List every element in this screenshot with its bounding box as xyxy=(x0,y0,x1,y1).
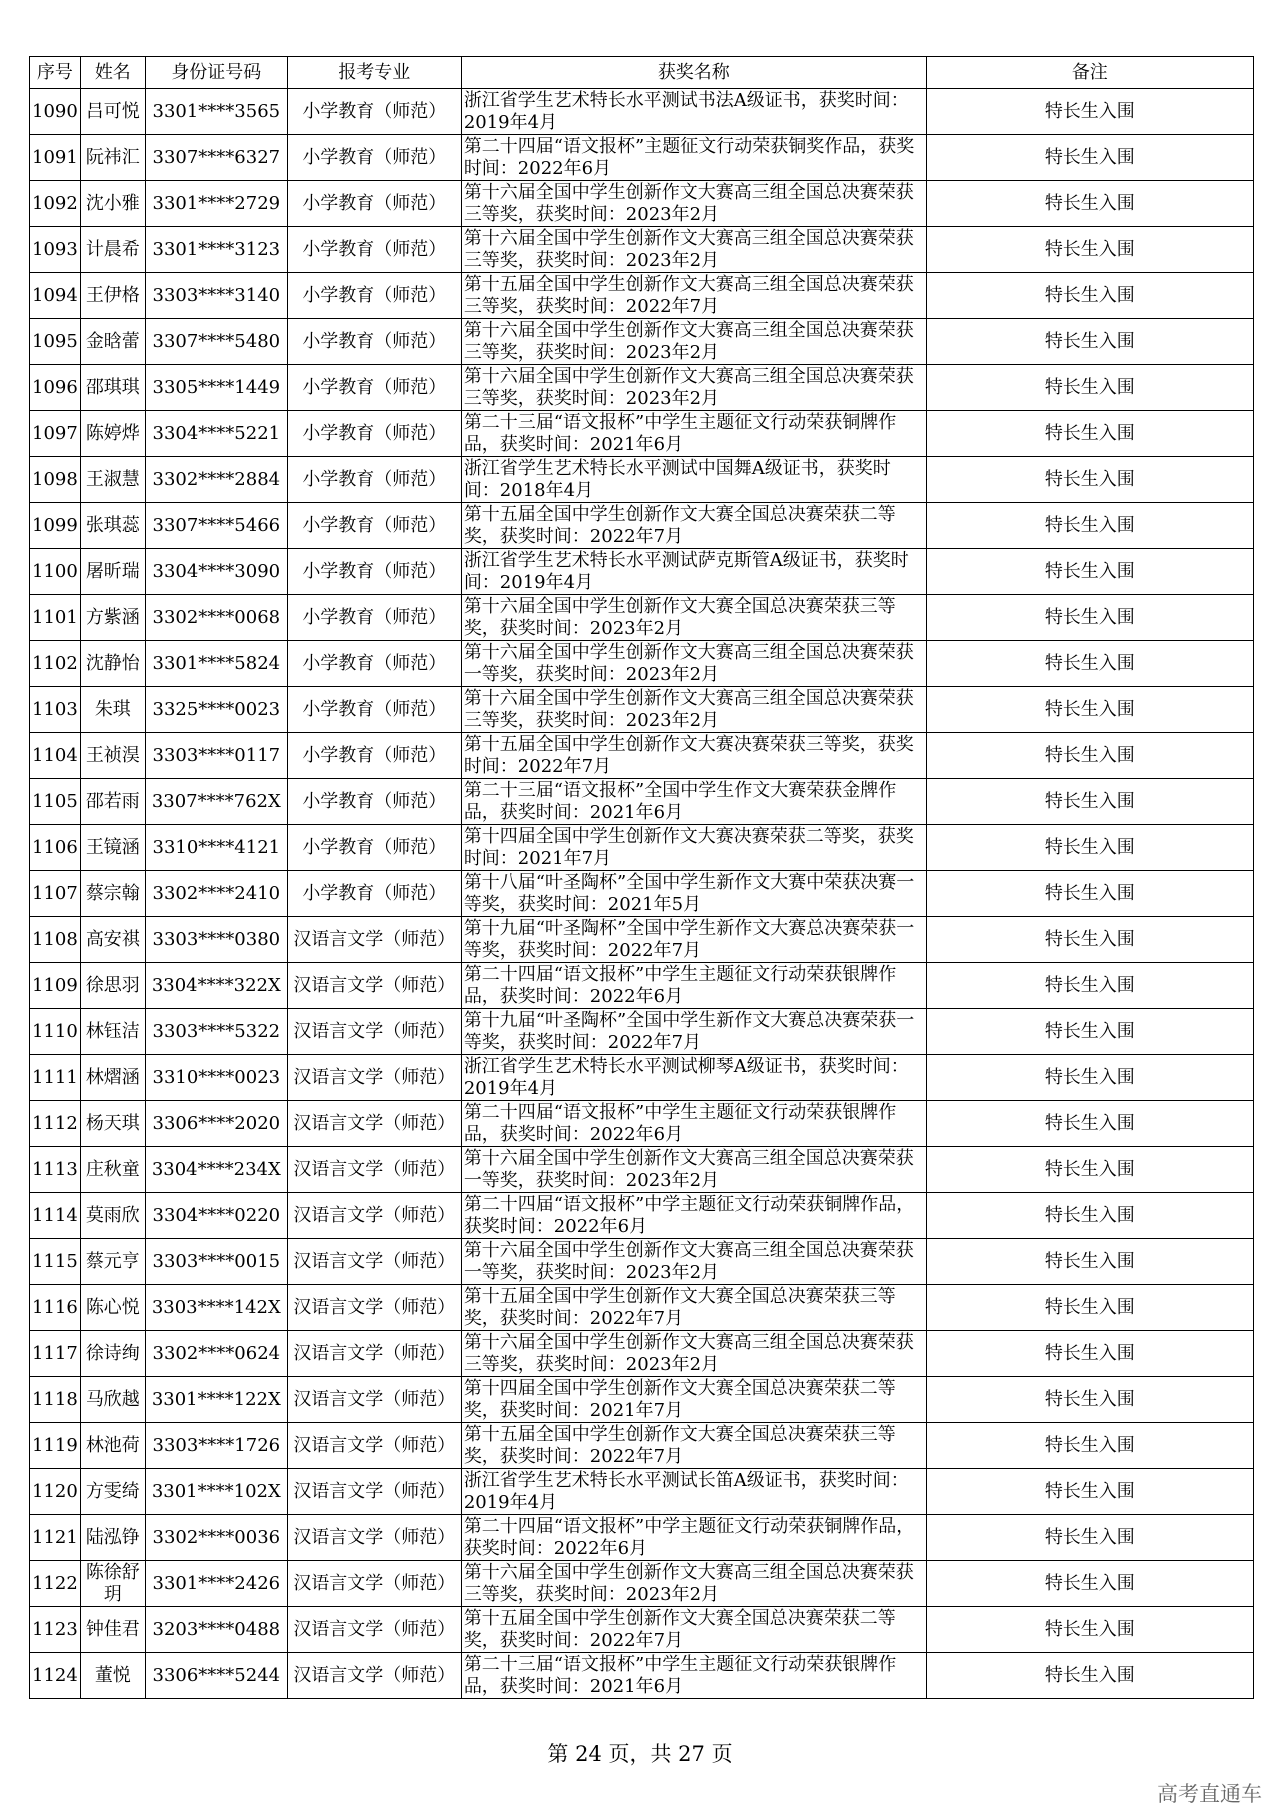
cell-name: 朱琪 xyxy=(80,687,145,733)
table-row xyxy=(30,871,1254,917)
header-note: 备注 xyxy=(926,57,1253,89)
cell-name: 陆泓铮 xyxy=(80,1515,145,1561)
cell-note: 特长生入围 xyxy=(926,641,1253,687)
cell-note: 特长生入围 xyxy=(926,89,1253,135)
cell-major: 小学教育（师范） xyxy=(287,871,461,917)
cell-id: 3304****0220 xyxy=(145,1193,287,1239)
cell-id: 3301****3565 xyxy=(145,89,287,135)
cell-name: 徐诗绚 xyxy=(80,1331,145,1377)
cell-note: 特长生入围 xyxy=(926,595,1253,641)
cell-seq: 1101 xyxy=(30,595,81,641)
cell-note: 特长生入围 xyxy=(926,779,1253,825)
cell-name: 董悦 xyxy=(80,1653,145,1699)
cell-seq: 1123 xyxy=(30,1607,81,1653)
cell-note: 特长生入围 xyxy=(926,1239,1253,1285)
cell-seq: 1108 xyxy=(30,917,81,963)
cell-award: 第十六届全国中学生创新作文大赛高三组全国总决赛荣获一等奖，获奖时间：2023年2月 xyxy=(461,1147,926,1193)
cell-seq: 1119 xyxy=(30,1423,81,1469)
cell-award: 第十四届全国中学生创新作文大赛全国总决赛荣获二等奖，获奖时间：2021年7月 xyxy=(461,1377,926,1423)
cell-id: 3301****2729 xyxy=(145,181,287,227)
cell-major: 小学教育（师范） xyxy=(287,687,461,733)
cell-id: 3307****762X xyxy=(145,779,287,825)
table-row xyxy=(30,1055,1254,1101)
cell-name: 王祯淏 xyxy=(80,733,145,779)
table-row xyxy=(30,89,1254,135)
cell-seq: 1107 xyxy=(30,871,81,917)
cell-seq: 1098 xyxy=(30,457,81,503)
table-row xyxy=(30,687,1254,733)
table-row xyxy=(30,503,1254,549)
table-row xyxy=(30,1147,1254,1193)
cell-award: 第十六届全国中学生创新作文大赛高三组全国总决赛荣获三等奖，获奖时间：2023年2月 xyxy=(461,319,926,365)
cell-name: 沈静怡 xyxy=(80,641,145,687)
cell-note: 特长生入围 xyxy=(926,1423,1253,1469)
table-row xyxy=(30,1239,1254,1285)
cell-seq: 1105 xyxy=(30,779,81,825)
cell-seq: 1090 xyxy=(30,89,81,135)
cell-seq: 1099 xyxy=(30,503,81,549)
table-row xyxy=(30,917,1254,963)
cell-note: 特长生入围 xyxy=(926,1009,1253,1055)
table-row xyxy=(30,733,1254,779)
cell-name: 徐思羽 xyxy=(80,963,145,1009)
cell-award: 浙江省学生艺术特长水平测试书法A级证书，获奖时间：2019年4月 xyxy=(461,89,926,135)
table-row xyxy=(30,365,1254,411)
cell-note: 特长生入围 xyxy=(926,871,1253,917)
cell-award: 第十五届全国中学生创新作文大赛全国总决赛荣获二等奖，获奖时间：2022年7月 xyxy=(461,1607,926,1653)
cell-name: 屠昕瑞 xyxy=(80,549,145,595)
cell-name: 林池荷 xyxy=(80,1423,145,1469)
page-number: 第 24 页，共 27 页 xyxy=(547,1742,733,1766)
header-name: 姓名 xyxy=(80,57,145,89)
cell-name: 陈心悦 xyxy=(80,1285,145,1331)
cell-seq: 1096 xyxy=(30,365,81,411)
cell-major: 汉语言文学（师范） xyxy=(287,1239,461,1285)
cell-award: 第十六届全国中学生创新作文大赛高三组全国总决赛荣获一等奖，获奖时间：2023年2月 xyxy=(461,641,926,687)
cell-note: 特长生入围 xyxy=(926,135,1253,181)
cell-major: 小学教育（师范） xyxy=(287,779,461,825)
cell-major: 小学教育（师范） xyxy=(287,457,461,503)
table-row xyxy=(30,1423,1254,1469)
cell-major: 汉语言文学（师范） xyxy=(287,1009,461,1055)
cell-award: 第十五届全国中学生创新作文大赛全国总决赛荣获三等奖，获奖时间：2022年7月 xyxy=(461,1285,926,1331)
cell-award: 第十六届全国中学生创新作文大赛高三组全国总决赛荣获三等奖，获奖时间：2023年2月 xyxy=(461,181,926,227)
header-major: 报考专业 xyxy=(287,57,461,89)
cell-award: 第十六届全国中学生创新作文大赛高三组全国总决赛荣获三等奖，获奖时间：2023年2月 xyxy=(461,365,926,411)
cell-seq: 1106 xyxy=(30,825,81,871)
cell-id: 3303****3140 xyxy=(145,273,287,319)
cell-note: 特长生入围 xyxy=(926,319,1253,365)
header-row xyxy=(30,57,1254,89)
cell-major: 汉语言文学（师范） xyxy=(287,1055,461,1101)
cell-note: 特长生入围 xyxy=(926,687,1253,733)
cell-id: 3303****0015 xyxy=(145,1239,287,1285)
cell-major: 小学教育（师范） xyxy=(287,641,461,687)
table-row xyxy=(30,641,1254,687)
cell-award: 第十五届全国中学生创新作文大赛全国总决赛荣获三等奖，获奖时间：2022年7月 xyxy=(461,1423,926,1469)
cell-seq: 1102 xyxy=(30,641,81,687)
table-row xyxy=(30,1607,1254,1653)
cell-id: 3302****0624 xyxy=(145,1331,287,1377)
table-row xyxy=(30,1101,1254,1147)
cell-major: 小学教育（师范） xyxy=(287,503,461,549)
cell-seq: 1093 xyxy=(30,227,81,273)
table-row xyxy=(30,1561,1254,1607)
cell-id: 3306****2020 xyxy=(145,1101,287,1147)
table-row xyxy=(30,1331,1254,1377)
cell-major: 汉语言文学（师范） xyxy=(287,1377,461,1423)
cell-name: 金晗蕾 xyxy=(80,319,145,365)
cell-seq: 1114 xyxy=(30,1193,81,1239)
cell-major: 汉语言文学（师范） xyxy=(287,1653,461,1699)
cell-seq: 1118 xyxy=(30,1377,81,1423)
cell-major: 汉语言文学（师范） xyxy=(287,1469,461,1515)
cell-id: 3203****0488 xyxy=(145,1607,287,1653)
cell-note: 特长生入围 xyxy=(926,1561,1253,1607)
cell-seq: 1117 xyxy=(30,1331,81,1377)
cell-award: 第十六届全国中学生创新作文大赛高三组全国总决赛荣获一等奖，获奖时间：2023年2月 xyxy=(461,1239,926,1285)
cell-id: 3304****322X xyxy=(145,963,287,1009)
cell-id: 3304****5221 xyxy=(145,411,287,457)
cell-name: 方紫涵 xyxy=(80,595,145,641)
table-row xyxy=(30,457,1254,503)
cell-seq: 1092 xyxy=(30,181,81,227)
cell-seq: 1122 xyxy=(30,1561,81,1607)
cell-name: 钟佳君 xyxy=(80,1607,145,1653)
table-row xyxy=(30,549,1254,595)
cell-id: 3310****4121 xyxy=(145,825,287,871)
cell-note: 特长生入围 xyxy=(926,963,1253,1009)
cell-seq: 1120 xyxy=(30,1469,81,1515)
cell-seq: 1109 xyxy=(30,963,81,1009)
table-row xyxy=(30,273,1254,319)
cell-id: 3306****5244 xyxy=(145,1653,287,1699)
cell-note: 特长生入围 xyxy=(926,917,1253,963)
cell-award: 第二十三届“语文报杯”中学生主题征文行动荣获铜牌作品，获奖时间：2021年6月 xyxy=(461,411,926,457)
cell-seq: 1095 xyxy=(30,319,81,365)
cell-award: 第二十四届“语文报杯”中学生主题征文行动荣获银牌作品，获奖时间：2022年6月 xyxy=(461,1101,926,1147)
cell-seq: 1124 xyxy=(30,1653,81,1699)
cell-award: 第二十四届“语文报杯”中学主题征文行动荣获铜牌作品，获奖时间：2022年6月 xyxy=(461,1515,926,1561)
cell-major: 汉语言文学（师范） xyxy=(287,1147,461,1193)
cell-major: 小学教育（师范） xyxy=(287,825,461,871)
cell-major: 小学教育（师范） xyxy=(287,273,461,319)
cell-note: 特长生入围 xyxy=(926,273,1253,319)
cell-seq: 1115 xyxy=(30,1239,81,1285)
cell-award: 第二十四届“语文报杯”中学生主题征文行动荣获银牌作品，获奖时间：2022年6月 xyxy=(461,963,926,1009)
cell-award: 第十五届全国中学生创新作文大赛高三组全国总决赛荣获三等奖，获奖时间：2022年7月 xyxy=(461,273,926,319)
cell-seq: 1113 xyxy=(30,1147,81,1193)
table-row xyxy=(30,1653,1254,1699)
cell-award: 第十五届全国中学生创新作文大赛全国总决赛荣获二等奖，获奖时间：2022年7月 xyxy=(461,503,926,549)
cell-seq: 1112 xyxy=(30,1101,81,1147)
table-row xyxy=(30,1009,1254,1055)
cell-note: 特长生入围 xyxy=(926,1377,1253,1423)
cell-note: 特长生入围 xyxy=(926,1607,1253,1653)
cell-major: 小学教育（师范） xyxy=(287,89,461,135)
cell-major: 小学教育（师范） xyxy=(287,365,461,411)
table-row xyxy=(30,181,1254,227)
cell-note: 特长生入围 xyxy=(926,825,1253,871)
cell-id: 3301****5824 xyxy=(145,641,287,687)
cell-note: 特长生入围 xyxy=(926,1469,1253,1515)
cell-note: 特长生入围 xyxy=(926,733,1253,779)
cell-note: 特长生入围 xyxy=(926,1055,1253,1101)
table-row xyxy=(30,227,1254,273)
cell-note: 特长生入围 xyxy=(926,1653,1253,1699)
cell-id: 3307****5466 xyxy=(145,503,287,549)
cell-award: 第十六届全国中学生创新作文大赛全国总决赛荣获三等奖，获奖时间：2023年2月 xyxy=(461,595,926,641)
table-row xyxy=(30,319,1254,365)
cell-id: 3303****0380 xyxy=(145,917,287,963)
cell-seq: 1104 xyxy=(30,733,81,779)
cell-major: 小学教育（师范） xyxy=(287,595,461,641)
cell-name: 邵琪琪 xyxy=(80,365,145,411)
cell-name: 阮祎汇 xyxy=(80,135,145,181)
cell-award: 第十四届全国中学生创新作文大赛决赛荣获二等奖，获奖时间：2021年7月 xyxy=(461,825,926,871)
table-row xyxy=(30,825,1254,871)
cell-major: 小学教育（师范） xyxy=(287,549,461,595)
cell-name: 林熠涵 xyxy=(80,1055,145,1101)
cell-award: 浙江省学生艺术特长水平测试柳琴A级证书，获奖时间：2019年4月 xyxy=(461,1055,926,1101)
table-row xyxy=(30,1285,1254,1331)
cell-major: 汉语言文学（师范） xyxy=(287,917,461,963)
cell-id: 3302****2410 xyxy=(145,871,287,917)
cell-award: 第十五届全国中学生创新作文大赛决赛荣获三等奖，获奖时间：2022年7月 xyxy=(461,733,926,779)
cell-note: 特长生入围 xyxy=(926,1285,1253,1331)
cell-major: 小学教育（师范） xyxy=(287,319,461,365)
cell-id: 3301****2426 xyxy=(145,1561,287,1607)
awards-table xyxy=(29,56,1254,1699)
cell-major: 小学教育（师范） xyxy=(287,411,461,457)
cell-id: 3303****5322 xyxy=(145,1009,287,1055)
cell-major: 小学教育（师范） xyxy=(287,135,461,181)
cell-name: 邵若雨 xyxy=(80,779,145,825)
cell-seq: 1100 xyxy=(30,549,81,595)
header-id: 身份证号码 xyxy=(145,57,287,89)
cell-id: 3303****1726 xyxy=(145,1423,287,1469)
cell-name: 王镜涵 xyxy=(80,825,145,871)
cell-note: 特长生入围 xyxy=(926,181,1253,227)
cell-id: 3303****0117 xyxy=(145,733,287,779)
cell-id: 3301****3123 xyxy=(145,227,287,273)
cell-major: 汉语言文学（师范） xyxy=(287,1423,461,1469)
cell-name: 蔡宗翰 xyxy=(80,871,145,917)
cell-name: 陈婷烨 xyxy=(80,411,145,457)
table-row xyxy=(30,411,1254,457)
table-row xyxy=(30,135,1254,181)
cell-id: 3301****102X xyxy=(145,1469,287,1515)
cell-major: 汉语言文学（师范） xyxy=(287,1607,461,1653)
cell-note: 特长生入围 xyxy=(926,227,1253,273)
header-seq: 序号 xyxy=(30,57,81,89)
cell-seq: 1094 xyxy=(30,273,81,319)
cell-note: 特长生入围 xyxy=(926,1515,1253,1561)
cell-major: 汉语言文学（师范） xyxy=(287,1561,461,1607)
cell-note: 特长生入围 xyxy=(926,549,1253,595)
cell-name: 陈徐舒玥 xyxy=(80,1561,145,1607)
cell-seq: 1103 xyxy=(30,687,81,733)
cell-name: 计晨希 xyxy=(80,227,145,273)
table-row xyxy=(30,779,1254,825)
cell-note: 特长生入围 xyxy=(926,1331,1253,1377)
cell-name: 方雯绮 xyxy=(80,1469,145,1515)
cell-note: 特长生入围 xyxy=(926,1193,1253,1239)
cell-major: 小学教育（师范） xyxy=(287,733,461,779)
cell-award: 第十九届“叶圣陶杯”全国中学生新作文大赛总决赛荣获一等奖，获奖时间：2022年7月 xyxy=(461,917,926,963)
cell-name: 王淑慧 xyxy=(80,457,145,503)
cell-note: 特长生入围 xyxy=(926,503,1253,549)
cell-award: 浙江省学生艺术特长水平测试萨克斯管A级证书，获奖时间：2019年4月 xyxy=(461,549,926,595)
cell-seq: 1116 xyxy=(30,1285,81,1331)
table-row xyxy=(30,595,1254,641)
cell-award: 浙江省学生艺术特长水平测试长笛A级证书，获奖时间：2019年4月 xyxy=(461,1469,926,1515)
cell-seq: 1097 xyxy=(30,411,81,457)
table-row xyxy=(30,1377,1254,1423)
cell-seq: 1110 xyxy=(30,1009,81,1055)
table-row xyxy=(30,1469,1254,1515)
watermark: 高考直通车 xyxy=(1157,1782,1262,1806)
cell-major: 汉语言文学（师范） xyxy=(287,1101,461,1147)
cell-major: 汉语言文学（师范） xyxy=(287,963,461,1009)
cell-seq: 1121 xyxy=(30,1515,81,1561)
table-row xyxy=(30,1193,1254,1239)
cell-name: 沈小雅 xyxy=(80,181,145,227)
header-award: 获奖名称 xyxy=(461,57,926,89)
cell-id: 3301****122X xyxy=(145,1377,287,1423)
cell-name: 莫雨欣 xyxy=(80,1193,145,1239)
cell-award: 浙江省学生艺术特长水平测试中国舞A级证书，获奖时间：2018年4月 xyxy=(461,457,926,503)
cell-name: 马欣越 xyxy=(80,1377,145,1423)
cell-award: 第二十四届“语文报杯”中学主题征文行动荣获铜牌作品，获奖时间：2022年6月 xyxy=(461,1193,926,1239)
cell-id: 3302****0036 xyxy=(145,1515,287,1561)
cell-award: 第十八届“叶圣陶杯”全国中学生新作文大赛中荣获决赛一等奖，获奖时间：2021年5月 xyxy=(461,871,926,917)
cell-award: 第二十四届“语文报杯”主题征文行动荣获铜奖作品，获奖时间：2022年6月 xyxy=(461,135,926,181)
cell-seq: 1091 xyxy=(30,135,81,181)
cell-name: 杨天琪 xyxy=(80,1101,145,1147)
cell-name: 蔡元亨 xyxy=(80,1239,145,1285)
cell-id: 3310****0023 xyxy=(145,1055,287,1101)
cell-award: 第十六届全国中学生创新作文大赛高三组全国总决赛荣获三等奖，获奖时间：2023年2月 xyxy=(461,1561,926,1607)
cell-name: 林钰洁 xyxy=(80,1009,145,1055)
cell-name: 王伊格 xyxy=(80,273,145,319)
cell-major: 汉语言文学（师范） xyxy=(287,1515,461,1561)
cell-name: 张琪蕊 xyxy=(80,503,145,549)
cell-award: 第十六届全国中学生创新作文大赛高三组全国总决赛荣获三等奖，获奖时间：2023年2月 xyxy=(461,1331,926,1377)
cell-id: 3305****1449 xyxy=(145,365,287,411)
cell-award: 第十六届全国中学生创新作文大赛高三组全国总决赛荣获三等奖，获奖时间：2023年2月 xyxy=(461,227,926,273)
cell-note: 特长生入围 xyxy=(926,1147,1253,1193)
cell-major: 小学教育（师范） xyxy=(287,227,461,273)
cell-note: 特长生入围 xyxy=(926,411,1253,457)
cell-note: 特长生入围 xyxy=(926,365,1253,411)
cell-major: 汉语言文学（师范） xyxy=(287,1193,461,1239)
cell-name: 吕可悦 xyxy=(80,89,145,135)
cell-id: 3325****0023 xyxy=(145,687,287,733)
cell-id: 3302****0068 xyxy=(145,595,287,641)
cell-seq: 1111 xyxy=(30,1055,81,1101)
cell-award: 第十九届“叶圣陶杯”全国中学生新作文大赛总决赛荣获一等奖，获奖时间：2022年7月 xyxy=(461,1009,926,1055)
cell-major: 小学教育（师范） xyxy=(287,181,461,227)
cell-name: 高安祺 xyxy=(80,917,145,963)
cell-id: 3307****6327 xyxy=(145,135,287,181)
cell-id: 3304****3090 xyxy=(145,549,287,595)
cell-major: 汉语言文学（师范） xyxy=(287,1285,461,1331)
cell-major: 汉语言文学（师范） xyxy=(287,1331,461,1377)
cell-award: 第二十三届“语文报杯”中学生主题征文行动荣获银牌作品，获奖时间：2021年6月 xyxy=(461,1653,926,1699)
table-row xyxy=(30,963,1254,1009)
table-row xyxy=(30,1515,1254,1561)
cell-id: 3302****2884 xyxy=(145,457,287,503)
cell-id: 3303****142X xyxy=(145,1285,287,1331)
cell-id: 3304****234X xyxy=(145,1147,287,1193)
cell-award: 第二十三届“语文报杯”全国中学生作文大赛荣获金牌作品，获奖时间：2021年6月 xyxy=(461,779,926,825)
cell-note: 特长生入围 xyxy=(926,1101,1253,1147)
cell-note: 特长生入围 xyxy=(926,457,1253,503)
cell-award: 第十六届全国中学生创新作文大赛高三组全国总决赛荣获三等奖，获奖时间：2023年2月 xyxy=(461,687,926,733)
cell-id: 3307****5480 xyxy=(145,319,287,365)
cell-name: 庄秋童 xyxy=(80,1147,145,1193)
